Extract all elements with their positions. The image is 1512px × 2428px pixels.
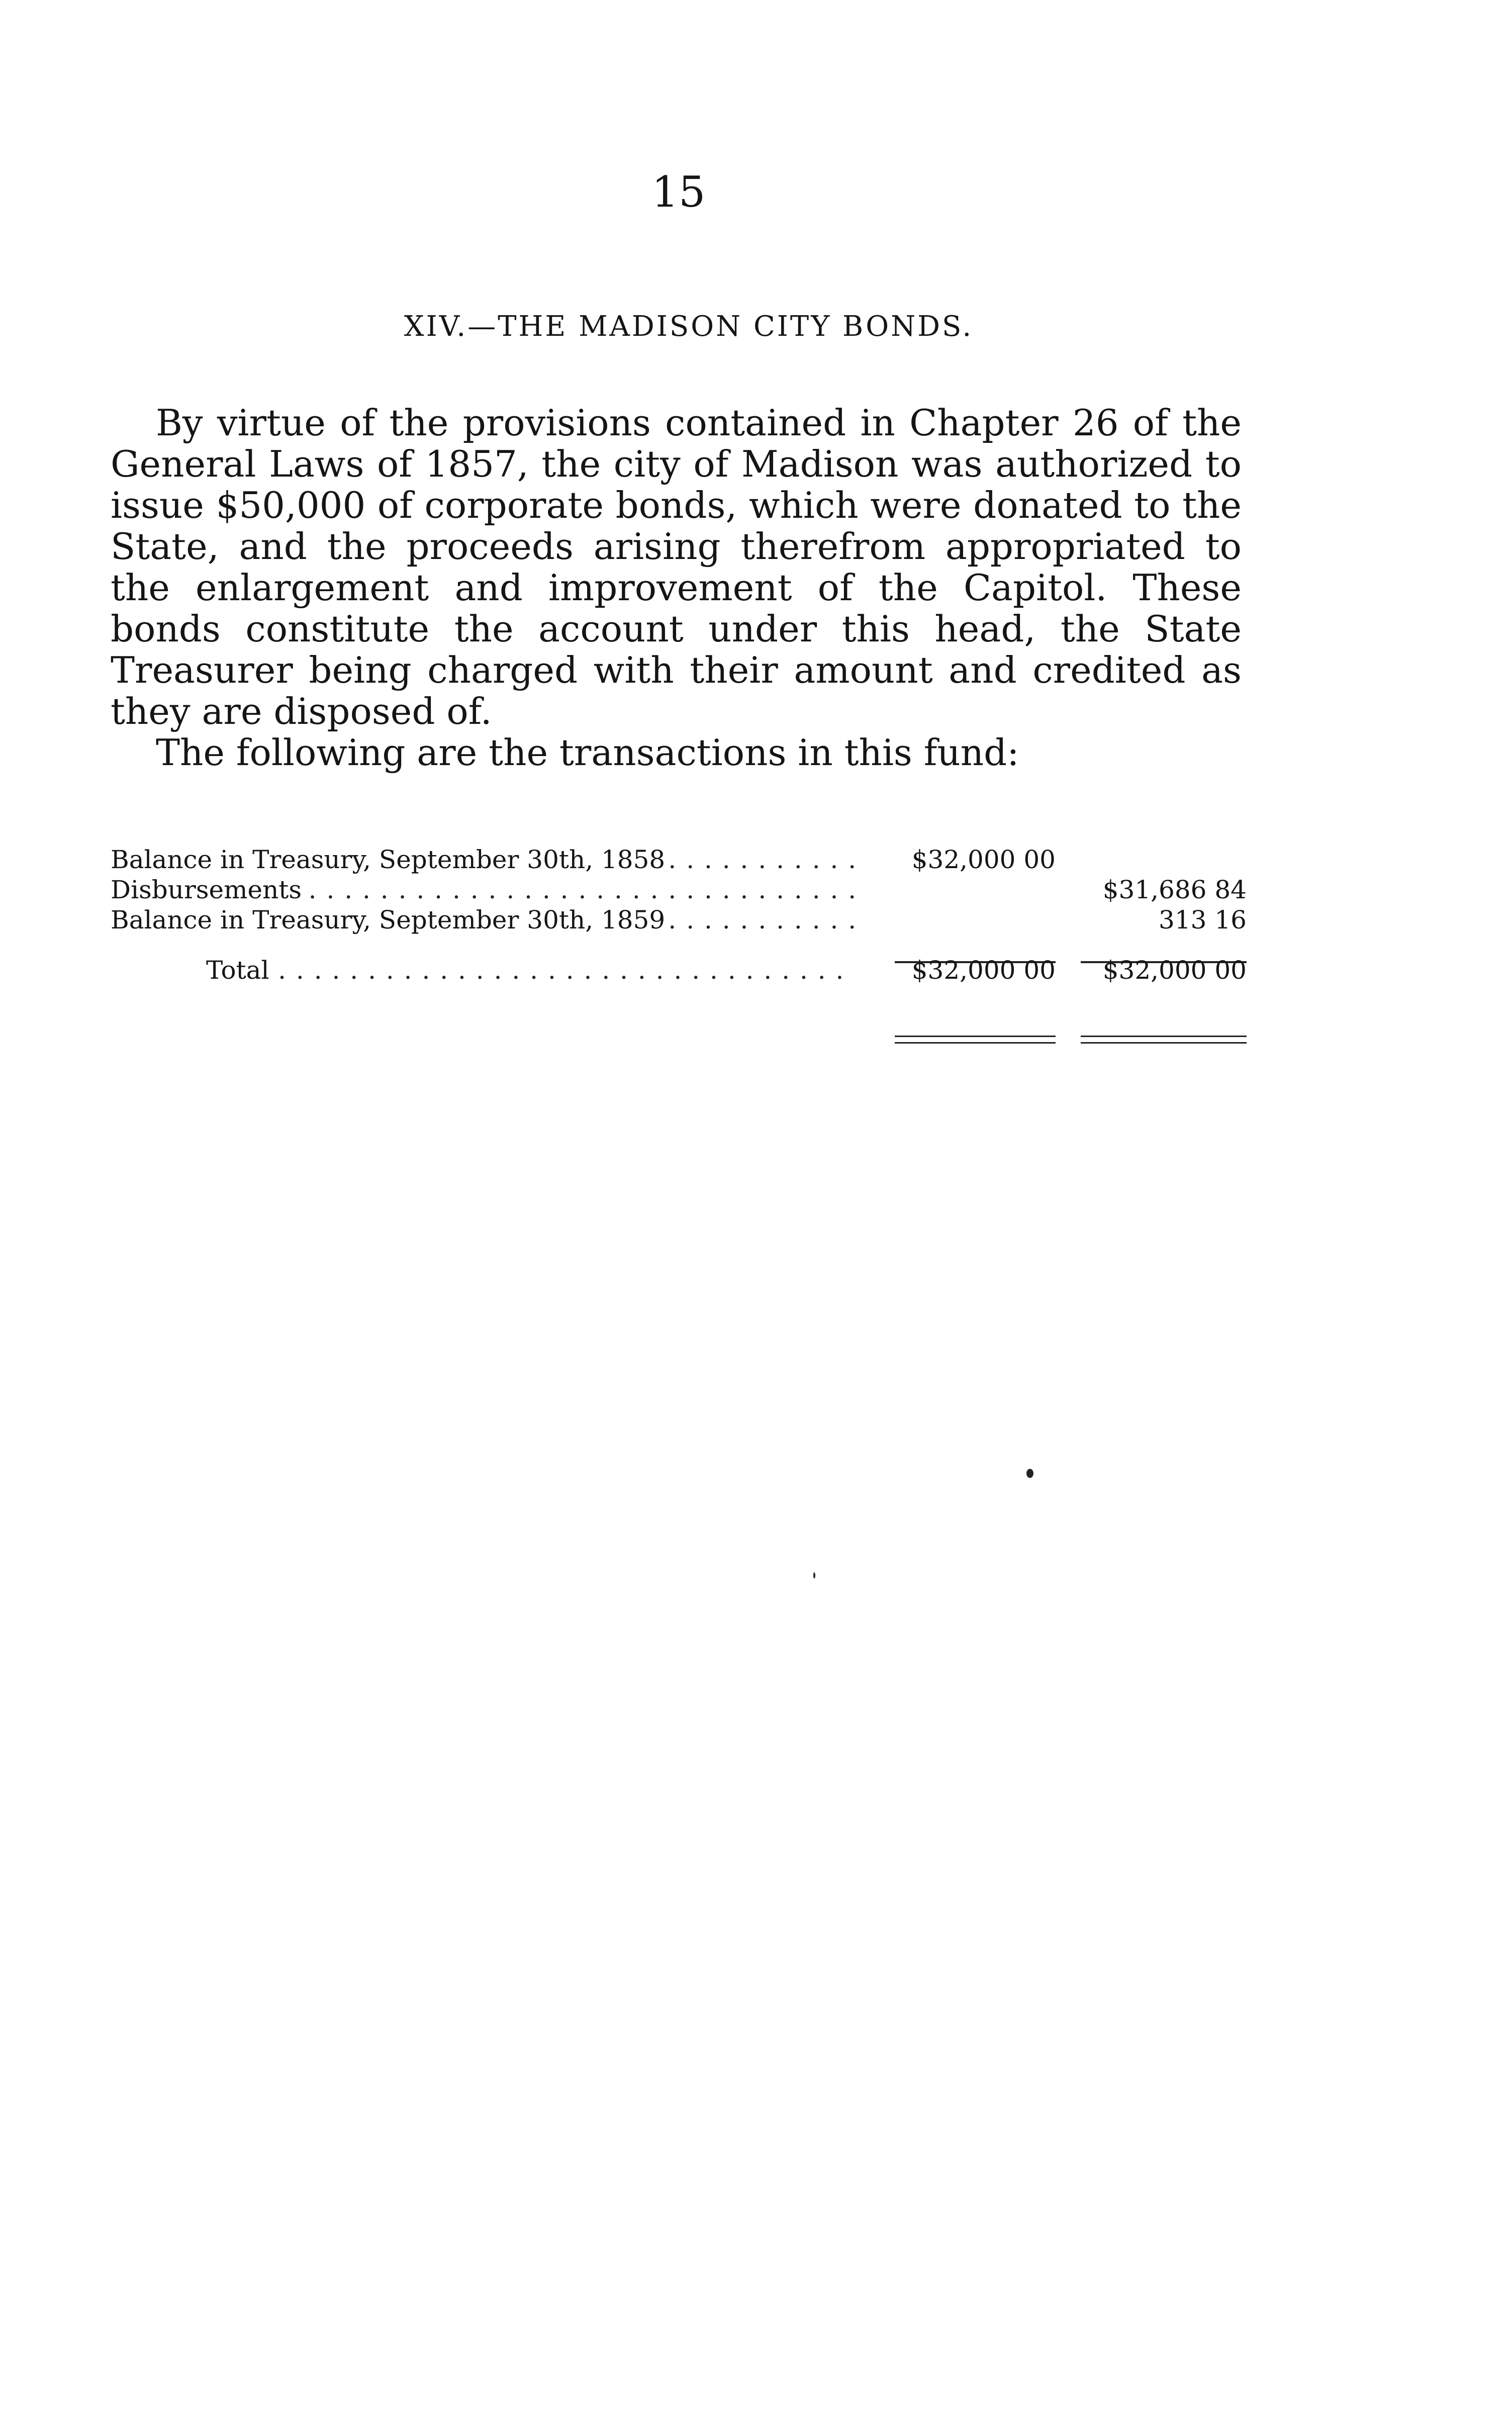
body-text <box>111 402 1242 773</box>
ledger-table <box>111 845 1247 985</box>
ledger-total-debit: $32,000 00 <box>911 956 1056 985</box>
page-number: 15 <box>651 167 706 217</box>
ledger-row <box>111 905 1247 935</box>
total-double-rule-debit <box>895 1036 1056 1044</box>
print-speck <box>1026 1469 1033 1478</box>
paragraph-2: The following are the transactions in this fund: <box>156 731 1019 774</box>
print-speck <box>813 1572 815 1578</box>
total-double-rule-credit <box>1081 1036 1247 1044</box>
ledger-row <box>111 875 1247 905</box>
ledger-total-row <box>111 955 1247 985</box>
ledger-row <box>111 845 1247 875</box>
section-title: XIV.—THE MADISON CITY BONDS. <box>404 310 974 343</box>
ledger-row-label: Balance in Treasury, September 30th, 1859 <box>111 905 669 935</box>
ledger-total-label: Total <box>206 956 273 985</box>
paragraph-1: By virtue of the provisions contained in Chapter 26 of the General Laws of 1857, the city of Madison was authorized to issue $50,000 of corporate bonds, which were donated to the State, and the proceeds arising therefrom appropriated to the enlargement and improvement of the Capitol. These bonds constitute the account under this head, the State Treasurer being charged with their amount and credited as they are disposed of. <box>111 402 1242 732</box>
ledger-row-debit: $32,000 00 <box>911 845 1056 874</box>
ledger-row-credit: $31,686 84 <box>1102 875 1247 904</box>
ledger-total-credit: $32,000 00 <box>1102 956 1247 985</box>
ledger-row-label: Balance in Treasury, September 30th, 1858 <box>111 845 669 874</box>
ledger-row-credit: 313 16 <box>1159 905 1247 935</box>
ledger-row-label: Disbursements <box>111 875 306 904</box>
